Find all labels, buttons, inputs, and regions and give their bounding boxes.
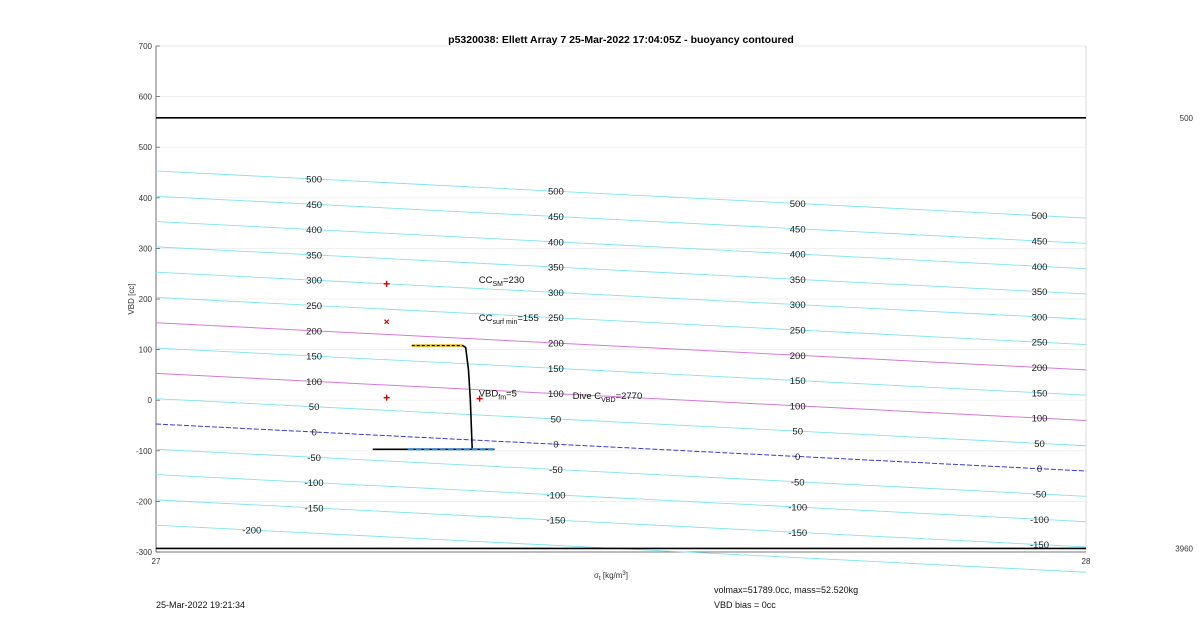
contour-line [156, 247, 1086, 294]
contour-label: 500 [1031, 211, 1048, 223]
y-tick-label: 100 [138, 345, 152, 355]
contour-label: -200 [242, 525, 262, 537]
y-tick-label: 600 [138, 92, 152, 102]
contour-label: 450 [306, 199, 323, 211]
contour-label: 50 [792, 426, 803, 438]
contour-label: 350 [1031, 287, 1048, 299]
contour-line [156, 399, 1086, 446]
contour-label: -50 [1032, 489, 1047, 501]
contour-label: 500 [547, 186, 564, 198]
contour-line [156, 222, 1086, 269]
contour-line [156, 449, 1086, 496]
reference-line-label: 3960 [1175, 544, 1193, 554]
contour-label: 200 [1031, 362, 1048, 374]
contour-label: -150 [546, 515, 566, 527]
contour-label: 150 [789, 376, 806, 388]
y-tick-label: 500 [138, 143, 152, 153]
contour-label: 200 [306, 326, 323, 338]
reference-line-label: 500 [1179, 113, 1193, 123]
marks-layer [156, 118, 1086, 552]
contour-label: 50 [308, 402, 320, 414]
timestamp-label: 25-Mar-2022 19:21:34 [156, 600, 246, 610]
contour-line [156, 424, 1086, 471]
profile-descent [463, 346, 472, 450]
contour-layer [156, 171, 1086, 572]
contour-label: 100 [1031, 413, 1048, 425]
y-tick-label: 700 [138, 42, 152, 51]
contour-label: -150 [1029, 540, 1050, 552]
contour-label: -100 [546, 490, 566, 502]
contour-label: 450 [1031, 236, 1048, 248]
vbd-bias-label: VBD bias = 0cc [714, 600, 776, 610]
contour-label: 200 [547, 338, 564, 350]
contour-line [156, 348, 1086, 395]
contour-label: 100 [789, 401, 806, 413]
contour-label: 450 [547, 212, 564, 224]
x-tick-label: 27 [151, 557, 161, 566]
volmax-label: volmax=51789.0cc, mass=52.520kg [714, 585, 859, 595]
contour-label: -100 [1029, 514, 1050, 526]
chart-annotation: Dive $C_{VBD}=2770$ [572, 391, 643, 405]
y-tick-label: 200 [138, 295, 152, 304]
contour-line [156, 272, 1086, 319]
contour-label: 300 [306, 275, 323, 287]
contour-label: 300 [547, 287, 564, 299]
chart-annotation: $VBD_{fm}=5$ [478, 388, 517, 402]
contour-label: 0 [795, 451, 801, 463]
contour-label: 250 [547, 313, 564, 325]
contour-line [156, 196, 1086, 243]
contour-line [156, 475, 1086, 522]
contour-label: 100 [306, 376, 323, 388]
contour-line [156, 500, 1086, 547]
grid-layer [156, 46, 1086, 552]
y-tick-label: -100 [135, 446, 152, 456]
contour-label: -50 [307, 452, 321, 464]
contour-label: -50 [549, 465, 563, 477]
contour-label: 150 [547, 363, 564, 375]
contour-label: -100 [788, 502, 808, 514]
contour-label: 400 [1031, 261, 1048, 273]
contour-label: 50 [550, 414, 562, 426]
y-tick-label: -200 [135, 497, 152, 507]
contour-label: 150 [1031, 388, 1048, 400]
contour-label: 400 [306, 225, 323, 237]
contour-label: 400 [547, 237, 564, 249]
y-tick-label: 400 [138, 193, 152, 203]
contour-label: -150 [788, 527, 808, 539]
contour-label: 350 [789, 274, 806, 286]
x-axis-label: $\sigma_t$ $[kg/m^3]$ [594, 571, 628, 582]
contour-label: 500 [306, 174, 323, 186]
y-tick-label: 0 [147, 396, 152, 406]
chart-title: p5320038: Ellett Array 7 25-Mar-2022 17:04:05Z - buoyancy contoured [448, 34, 794, 46]
contour-label: -50 [790, 477, 805, 489]
y-axis-label: VBD [cc] [127, 283, 136, 315]
contour-line [156, 171, 1086, 218]
y-tick-label: 300 [138, 244, 152, 254]
contour-label: 250 [306, 300, 323, 312]
contour-label: 500 [789, 198, 806, 210]
contour-label: 350 [306, 250, 323, 262]
contour-label: -150 [304, 503, 324, 515]
contour-label: 250 [1031, 337, 1048, 349]
contour-label: 350 [547, 262, 564, 274]
contour-label: 300 [1031, 312, 1048, 324]
contour-line [156, 323, 1086, 370]
y-tick-label: -300 [135, 548, 152, 557]
contour-label: 400 [789, 249, 806, 261]
contour-line [156, 297, 1086, 344]
contour-label: 100 [547, 389, 564, 401]
contour-label: 50 [1034, 438, 1045, 450]
chart-annotation: $CC_{SM}=230$ [478, 274, 525, 288]
contour-label: 250 [789, 325, 806, 337]
chart-annotation: $CC_{surf min}=155$ [478, 312, 539, 326]
contour-label: 0 [553, 439, 559, 451]
contour-label: 300 [789, 300, 806, 312]
label-layer [136, 42, 1194, 566]
contour-label: 0 [1036, 464, 1043, 476]
contour-label: 450 [789, 224, 806, 236]
contour-label: -100 [304, 478, 324, 490]
contour-label: 150 [306, 351, 323, 363]
x-tick-label: 28 [1081, 557, 1091, 566]
contour-label: 0 [311, 427, 317, 439]
contour-label: 200 [789, 350, 806, 362]
